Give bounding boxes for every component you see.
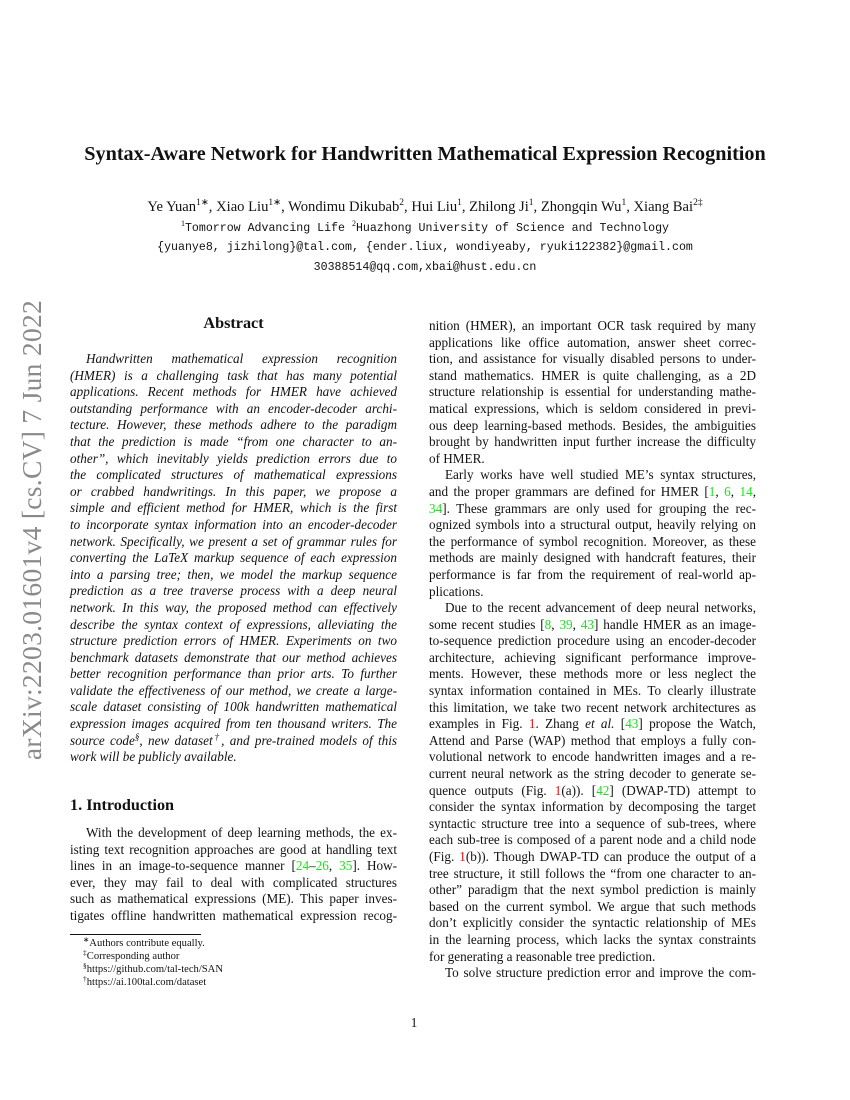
author-name: Zhilong Ji (469, 199, 529, 215)
introduction-heading: 1. Introduction (70, 796, 175, 814)
citation-link[interactable]: 1 (708, 483, 716, 499)
text-line: into a parsing tree; then, we model the markup sequence (70, 566, 397, 582)
text-line: syntax information contained in MEs. To clearly illustrate (429, 683, 756, 699)
text-line: the performance of symbol recognition. Moreover, as these (429, 533, 756, 549)
text-line: matical expressions, which is seldom considered in previ- (429, 400, 756, 416)
affiliation-name: Tomorrow Advancing Life (184, 222, 352, 235)
author-name: Wondimu Dikubab (288, 199, 400, 215)
footnote (83, 937, 205, 950)
citation-link[interactable]: 43 (580, 616, 594, 632)
figure-reference-link[interactable]: 1 (459, 849, 466, 864)
text-line: volutional network to encode handwritten images and a re- (429, 749, 756, 765)
text-line: architecture, achieving significant performance improve- (429, 649, 756, 665)
text-line: each sub-tree is composed of a parent node and a child node (429, 832, 756, 848)
text-line: Handwritten mathematical expression recognition (86, 351, 397, 366)
paper-title: Syntax-Aware Network for Handwritten Mathematical Expression Recognition (84, 143, 766, 165)
footnote-mark: § (134, 731, 140, 742)
text-line: work will be publicly available. (70, 749, 237, 765)
footnote-mark: ∗ (83, 935, 90, 944)
arxiv-identifier-stamp: arXiv:2203.01601v4 [cs.CV] 7 Jun 2022 (16, 299, 47, 761)
text-line: simple and efficient method for HMER, which is the first (70, 500, 397, 516)
text-line: describe the syntax context of expressions, alleviating the (70, 616, 397, 632)
text-line: of HMER. (429, 450, 485, 466)
text-line: to incorporate syntax information into an encoder-decoder (70, 516, 397, 532)
citation-link[interactable]: 26 (315, 858, 329, 874)
author-affiliation-mark: 1 (528, 198, 534, 208)
text-line: this limitation, we take two recent network architectures as (429, 699, 756, 715)
text-line: based on the current symbol. We argue that such methods (429, 898, 756, 914)
text-line: methods are mainly designed with handcraft features, their (429, 550, 756, 566)
footnote-mark: † (212, 731, 222, 742)
text-line: consider the syntax information by decomposing the target (429, 799, 756, 815)
text-line: stand mathematics. HMER is quite challenging, as a 2D (429, 367, 756, 383)
affiliation-name: Huazhong University of Science and Technology (355, 222, 670, 235)
text-line: don’t explicitly consider the syntactic relationship of MEs (429, 915, 756, 931)
author-name: Xiang Bai (633, 199, 694, 215)
footnote (83, 976, 206, 989)
abstract-heading: Abstract (203, 314, 264, 332)
author-affiliation-mark: 2 (399, 198, 405, 208)
text-line: tigates offline handwritten mathematical expression recog- (70, 907, 397, 923)
text-line: 34]. These grammars are only used for grouping the rec- (429, 500, 756, 516)
author-list: Ye Yuan$^{1∗}$, Xiao Liu$^{1∗}$, Wondimu Dikubab$^2$, Hui Liu$^1$, Zhilong Ji$^1$, Zhongqin Wu$^1$, Xiang Bai$^{2\ddagger}$ (147, 198, 703, 215)
text-line: quence outputs (Fig. 1(a)). [42] (DWAP-TD) attempt to (429, 782, 756, 798)
text-line: network. Specifically, we present a set of grammar rules for (70, 533, 397, 549)
text-line: current neural network as the string decoder to generate se- (429, 766, 756, 782)
text-line: plications. (429, 583, 484, 599)
citation-link[interactable]: 24 (295, 858, 310, 874)
affiliation-mark: 1 (180, 219, 185, 228)
text-line: nition (HMER), an important OCR task required by many (429, 318, 756, 333)
affiliations (0, 219, 850, 235)
footnote-text: Authors contribute equally. (89, 938, 205, 949)
text-line: performance is far from the requirement of real-world ap- (429, 566, 756, 582)
text-line: or crabbed handwritings. In this paper, we propose a (70, 483, 397, 499)
citation-link[interactable]: 42 (596, 782, 610, 798)
author-emails-line-1: {yuanye8, jizhilong}@tal.com, {ender.liux, wondiyeaby, ryuki122382}@gmail.com (157, 241, 693, 254)
figure-reference-link[interactable]: 1 (528, 716, 536, 732)
text-line: Due to the recent advancement of deep neural networks, (445, 600, 756, 616)
introduction-right-column (429, 318, 756, 982)
text-line: scale dataset consisting of 100k handwritten mathematical (70, 699, 397, 715)
text-line: ognized symbols into a structural output, heavily relying on (429, 517, 756, 533)
citation-link[interactable]: 34 (429, 500, 443, 516)
text-line: and the proper grammars are defined for HMER [1, 6, 14, (429, 483, 757, 499)
text-line: isting text recognition approaches are good at handling text (70, 841, 397, 857)
text-line: network. In this way, the proposed method can effectively (70, 599, 397, 615)
author-name: Zhongqin Wu (540, 199, 622, 215)
citation-link[interactable]: 8 (544, 616, 552, 632)
text-line: applications. Recent methods for HMER have achieved (70, 384, 397, 400)
page-number: 1 (410, 1015, 418, 1030)
footnote (83, 963, 223, 976)
text-line: outstanding performance with an encoder-decoder archi- (70, 400, 397, 416)
text-line: structure relationship is essential for understanding mathe- (429, 384, 756, 400)
text-line: that the prediction is made “from one character to an- (70, 433, 397, 449)
citation-link[interactable]: 43 (625, 716, 639, 732)
citation-link[interactable]: 6 (724, 483, 731, 499)
text-line: tree structure, it still follows the “from one character to an- (429, 865, 756, 881)
text-line: ous deep learning-based methods. Besides, the ambiguities (429, 417, 756, 433)
footnote-mark: † (83, 974, 87, 983)
footnote (83, 950, 179, 963)
text-line: to-sequence prediction procedure using an encoder-decoder (429, 633, 756, 649)
abstract-body (70, 351, 397, 766)
text-line: examples in Fig. 1. Zhang et al. [43] propose the Watch, (429, 716, 756, 732)
text-line: some recent studies [8, 39, 43] handle HMER as an image- (429, 616, 757, 632)
text-line: Early works have well studied ME’s syntax structures, (445, 467, 756, 483)
text-line: for generating a reasonable tree prediction. (429, 948, 656, 964)
author-name: Ye Yuan (147, 199, 197, 215)
text-line: source code§, new dataset†, and pre-trained models of this (70, 731, 398, 748)
text-line: benchmark datasets demonstrate that our method achieves (70, 649, 397, 665)
text-line: tecture. However, these methods adhere to the paradigm (70, 417, 397, 433)
text-line: prediction as a tree traverse process with a deep neural (70, 583, 397, 599)
footnote-text: Corresponding author (86, 951, 180, 962)
text-line: With the development of deep learning methods, the ex- (86, 825, 397, 840)
text-line: ever, they may fail to deal with complicated structures (70, 874, 397, 890)
figure-reference-link[interactable]: 1 (554, 782, 562, 798)
text-line: (HMER) is a challenging task that has many potential (70, 367, 397, 383)
footnote-mark: ‡ (83, 948, 87, 957)
text-line: To solve structure prediction error and improve the com- (445, 965, 756, 981)
footnote-text[interactable]: https://github.com/tal-tech/SAN (86, 964, 223, 975)
author-affiliation-mark: 1∗ (268, 198, 282, 208)
footnote-divider (70, 934, 201, 935)
author-affiliation-mark: 1 (621, 198, 627, 208)
text-line: such as mathematical expressions (ME). This paper inves- (70, 891, 397, 907)
text-line: structure prediction errors of HMER. Experiments on two (70, 633, 397, 649)
text-line: converting the LaTeX markup sequence of each expression (70, 550, 397, 566)
affiliation-mark: 2 (351, 219, 356, 228)
text-line: expression images acquired from ten thousand writers. The (70, 716, 397, 732)
text-line: other” paradigm that the next symbol prediction is mainly (429, 882, 756, 898)
text-line: (Fig. 1(b)). Though DWAP-TD can produce the output of a (429, 849, 756, 864)
author-emails-line-2: 30388514@qq.com,xbai@hust.edu.cn (313, 261, 537, 274)
text-line: in the learning process, which lacks the syntax constraints (429, 931, 756, 947)
text-line: better recognition performance than prior arts. To further (70, 666, 397, 682)
text-line: brought by handwritten input further increase the difficulty (429, 434, 756, 450)
text-line: applications like office automation, answer sheet correc- (429, 334, 756, 350)
footnote-mark: § (83, 961, 87, 970)
introduction-left-column (70, 825, 397, 925)
author-affiliation-mark: 2‡ (693, 198, 703, 208)
text-line: other”, which inevitably yields prediction errors due to (70, 450, 397, 466)
text-line: validate the effectiveness of our method, we create a large- (70, 682, 397, 698)
author-affiliation-mark: 1∗ (196, 198, 209, 208)
author-affiliation-mark: 1 (457, 198, 462, 208)
citation-link[interactable]: 14 (739, 483, 753, 499)
text-line: syntactic structure tree into a sequence of sub-trees, where (429, 815, 756, 831)
author-name: Hui Liu (411, 199, 458, 215)
citation-link[interactable]: 39 (559, 616, 573, 632)
text-line: lines in an image-to-sequence manner [24–26, 35]. How- (70, 858, 397, 874)
text-line: Attend and Parse (WAP) method that employs a fully con- (429, 732, 756, 748)
text-line: ments. However, these methods more or less neglect the (429, 666, 756, 682)
text-line: tion, and assistance for visually disabled persons to under- (429, 351, 756, 367)
footnote-text[interactable]: https://ai.100tal.com/dataset (86, 977, 207, 988)
author-name: Xiao Liu (216, 199, 269, 215)
citation-link[interactable]: 35 (339, 858, 353, 874)
text-line: the complicated structures of mathematical expressions (70, 467, 397, 483)
